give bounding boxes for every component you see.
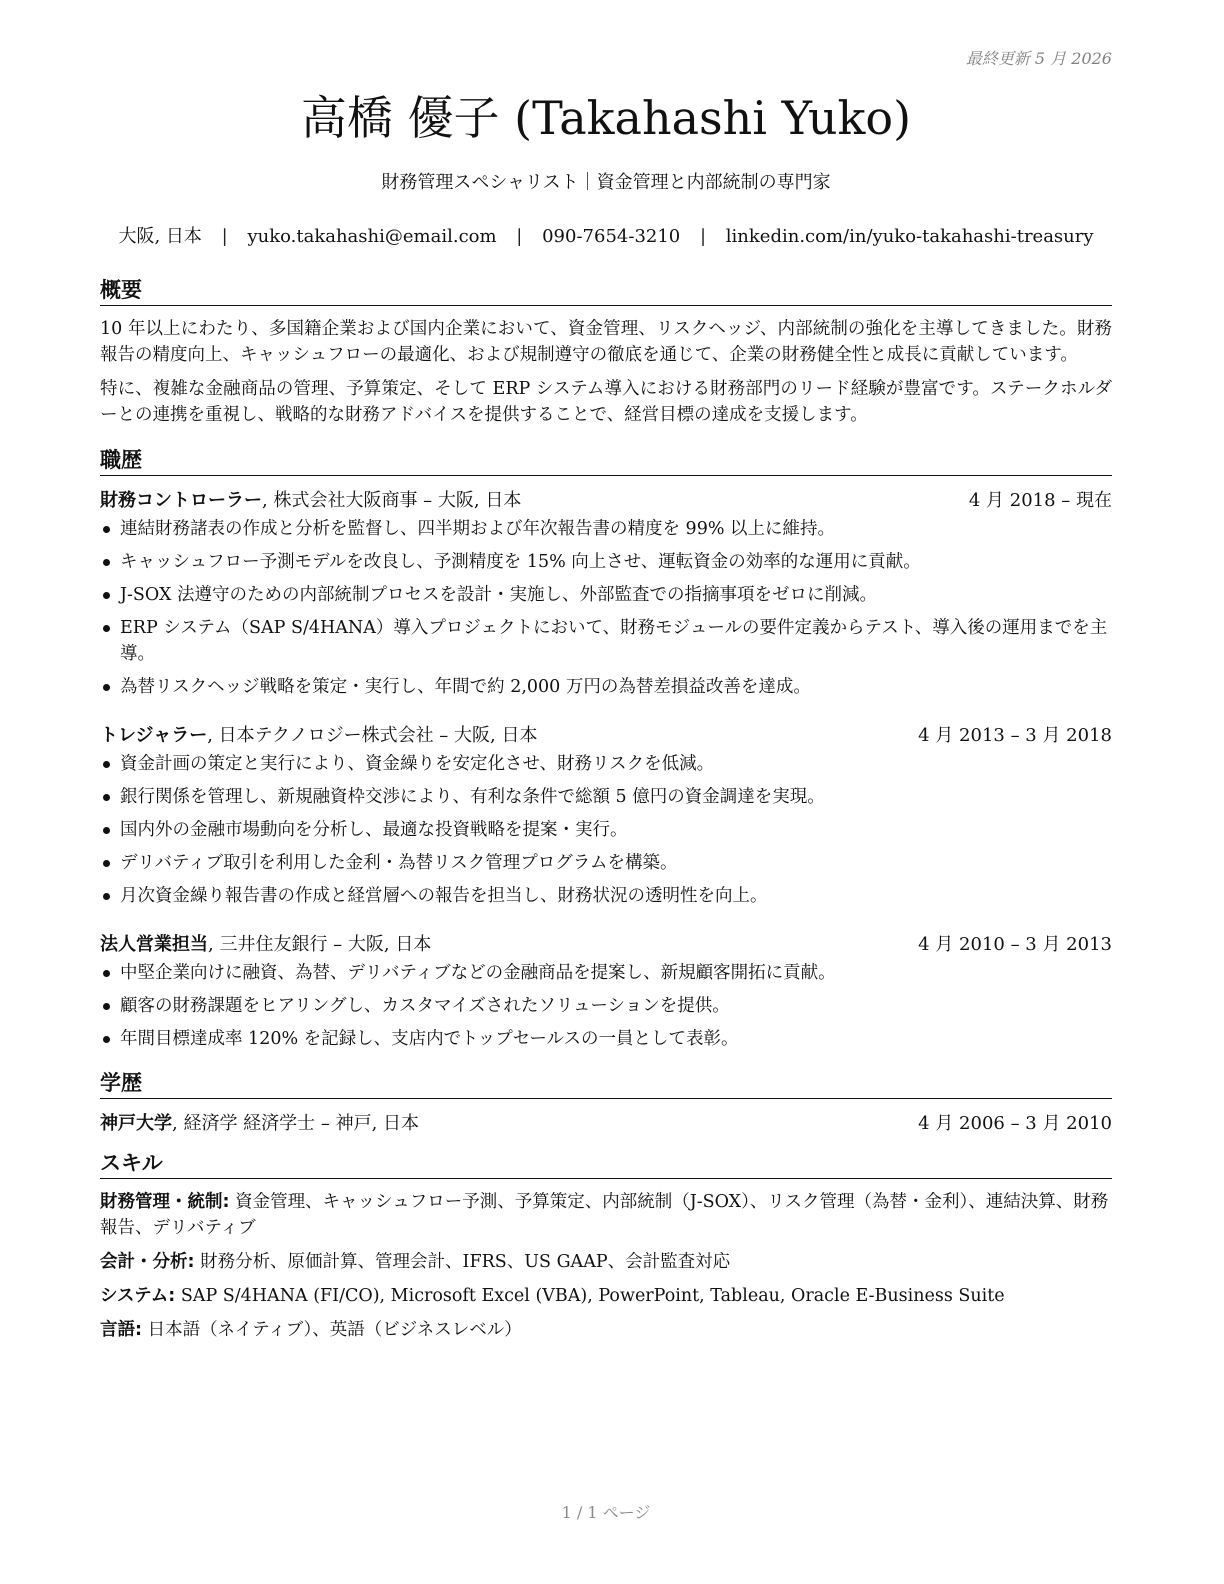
job-dates: 4 月 2013 – 3 月 2018 [918,725,1112,746]
summary-paragraph: 特に、複雑な金融商品の管理、予算策定、そして ERP システム導入における財務部門のリード経験が豊富です。ステークホルダーとの連携を重視し、戦略的な財務アドバイスを提供することで、経営目標の達成を支援します。 [100,379,1112,425]
skill-row [100,1283,1112,1309]
list-item: 月次資金繰り報告書の作成と経営層への報告を担当し、財務状況の透明性を向上。 [100,883,1112,909]
list-item: デリバティブ取引を利用した金利・為替リスク管理プログラムを構築。 [100,850,1112,876]
skill-label: 会計・分析: [100,1252,195,1272]
list-item: 連結財務諸表の作成と分析を監督し、四半期および年次報告書の精度を 99% 以上に維持。 [100,516,1112,542]
page-number: 1 / 1 ページ [561,1503,651,1522]
contact-linkedin[interactable]: linkedin.com/in/yuko-takahashi-treasury [725,226,1094,247]
skill-value: 日本語（ネイティブ）、英語（ビジネスレベル） [142,1320,522,1340]
school-name: 神戸大学 [100,1113,172,1134]
job-dates: 4 月 2018 – 現在 [968,490,1112,511]
list-item: キャッシュフロー予測モデルを改良し、予測精度を 15% 向上させ、運転資金の効率的な運用に貢献。 [100,549,1112,575]
section-title-skills: スキル [100,1149,1112,1179]
job-org: , 株式会社大阪商事 – 大阪, 日本 [262,490,522,511]
job-role: トレジャラー [100,725,208,746]
contact-separator: | [516,226,523,247]
education-row [100,1109,1112,1139]
contact-location: 大阪, 日本 [118,226,202,247]
section-title-experience: 職歴 [100,446,1112,476]
contact-email[interactable]: yuko.takahashi@email.com [247,226,497,247]
skill-row [100,1249,1112,1275]
resume-body [100,276,1112,1351]
skill-label: 言語: [100,1320,142,1340]
list-item: 銀行関係を管理し、新規融資枠交渉により、有利な条件で総額 5 億円の資金調達を実現。 [100,784,1112,810]
job-role: 法人営業担当 [100,934,208,955]
list-item: 中堅企業向けに融資、為替、デリバティブなどの金融商品を提案し、新規顧客開拓に貢献。 [100,960,1112,986]
job-role: 財務コントローラー [100,490,262,511]
skill-row [100,1317,1112,1343]
job-header [100,930,1112,960]
skill-value: SAP S/4HANA (FI/CO), Microsoft Excel (VBA), PowerPoint, Tableau, Oracle E-Business Suite [175,1286,1005,1306]
job-bullets [100,751,1112,909]
list-item: ERP システム（SAP S/4HANA）導入プロジェクトにおいて、財務モジュールの要件定義からテスト、導入後の運用までを主導。 [100,615,1112,667]
last-updated: 最終更新 5 月 2026 [965,49,1112,68]
job-org: , 三井住友銀行 – 大阪, 日本 [208,934,432,955]
resume-page [100,0,1112,1584]
job-header [100,721,1112,751]
section-title-summary: 概要 [100,276,1112,306]
list-item: 為替リスクヘッジ戦略を策定・実行し、年間で約 2,000 万円の為替差損益改善を達成。 [100,674,1112,700]
contact-phone[interactable]: 090-7654-3210 [542,226,681,247]
candidate-name: 高橋 優子 (Takahashi Yuko) [300,91,912,145]
list-item: 年間目標達成率 120% を記録し、支店内でトップセールスの一員として表彰。 [100,1026,1112,1052]
skill-row [100,1189,1112,1241]
list-item: 資金計画の策定と実行により、資金繰りを安定化させ、財務リスクを低減。 [100,751,1112,777]
contact-separator: | [699,226,707,247]
degree-detail: , 経済学 経済学士 – 神戸, 日本 [172,1113,420,1134]
job-org: , 日本テクノロジー株式会社 – 大阪, 日本 [207,725,538,746]
list-item: J-SOX 法遵守のための内部統制プロセスを設計・実施し、外部監査での指摘事項をゼロに削減。 [100,582,1112,608]
skill-value: 財務分析、原価計算、管理会計、IFRS、US GAAP、会計監査対応 [194,1252,731,1272]
list-item: 国内外の金融市場動向を分析し、最適な投資戦略を提案・実行。 [100,817,1112,843]
job-bullets [100,960,1112,1052]
summary-paragraph: 10 年以上にわたり、多国籍企業および国内企業において、資金管理、リスクヘッジ、内部統制の強化を主導してきました。財務報告の精度向上、キャッシュフローの最適化、および規制遵守の徹底を通じて、企業の財務健全性と成長に貢献しています。 [100,319,1112,365]
skill-label: システム: [100,1286,176,1306]
contact-separator: | [221,226,228,247]
job-bullets [100,516,1112,700]
education-dates: 4 月 2006 – 3 月 2010 [918,1113,1112,1134]
contact-line [100,224,1112,250]
job-dates: 4 月 2010 – 3 月 2013 [918,934,1112,955]
skill-value: 資金管理、キャッシュフロー予測、予算策定、内部統制（J-SOX）、リスク管理（為替・金利）、連結決算、財務報告、デリバティブ [100,1192,1109,1238]
skill-label: 財務管理・統制: [100,1192,230,1212]
section-title-education: 学歴 [100,1069,1112,1099]
tagline: 財務管理スペシャリスト｜資金管理と内部統制の専門家 [381,172,831,193]
job-header [100,486,1112,516]
list-item: 顧客の財務課題をヒアリングし、カスタマイズされたソリューションを提供。 [100,993,1112,1019]
